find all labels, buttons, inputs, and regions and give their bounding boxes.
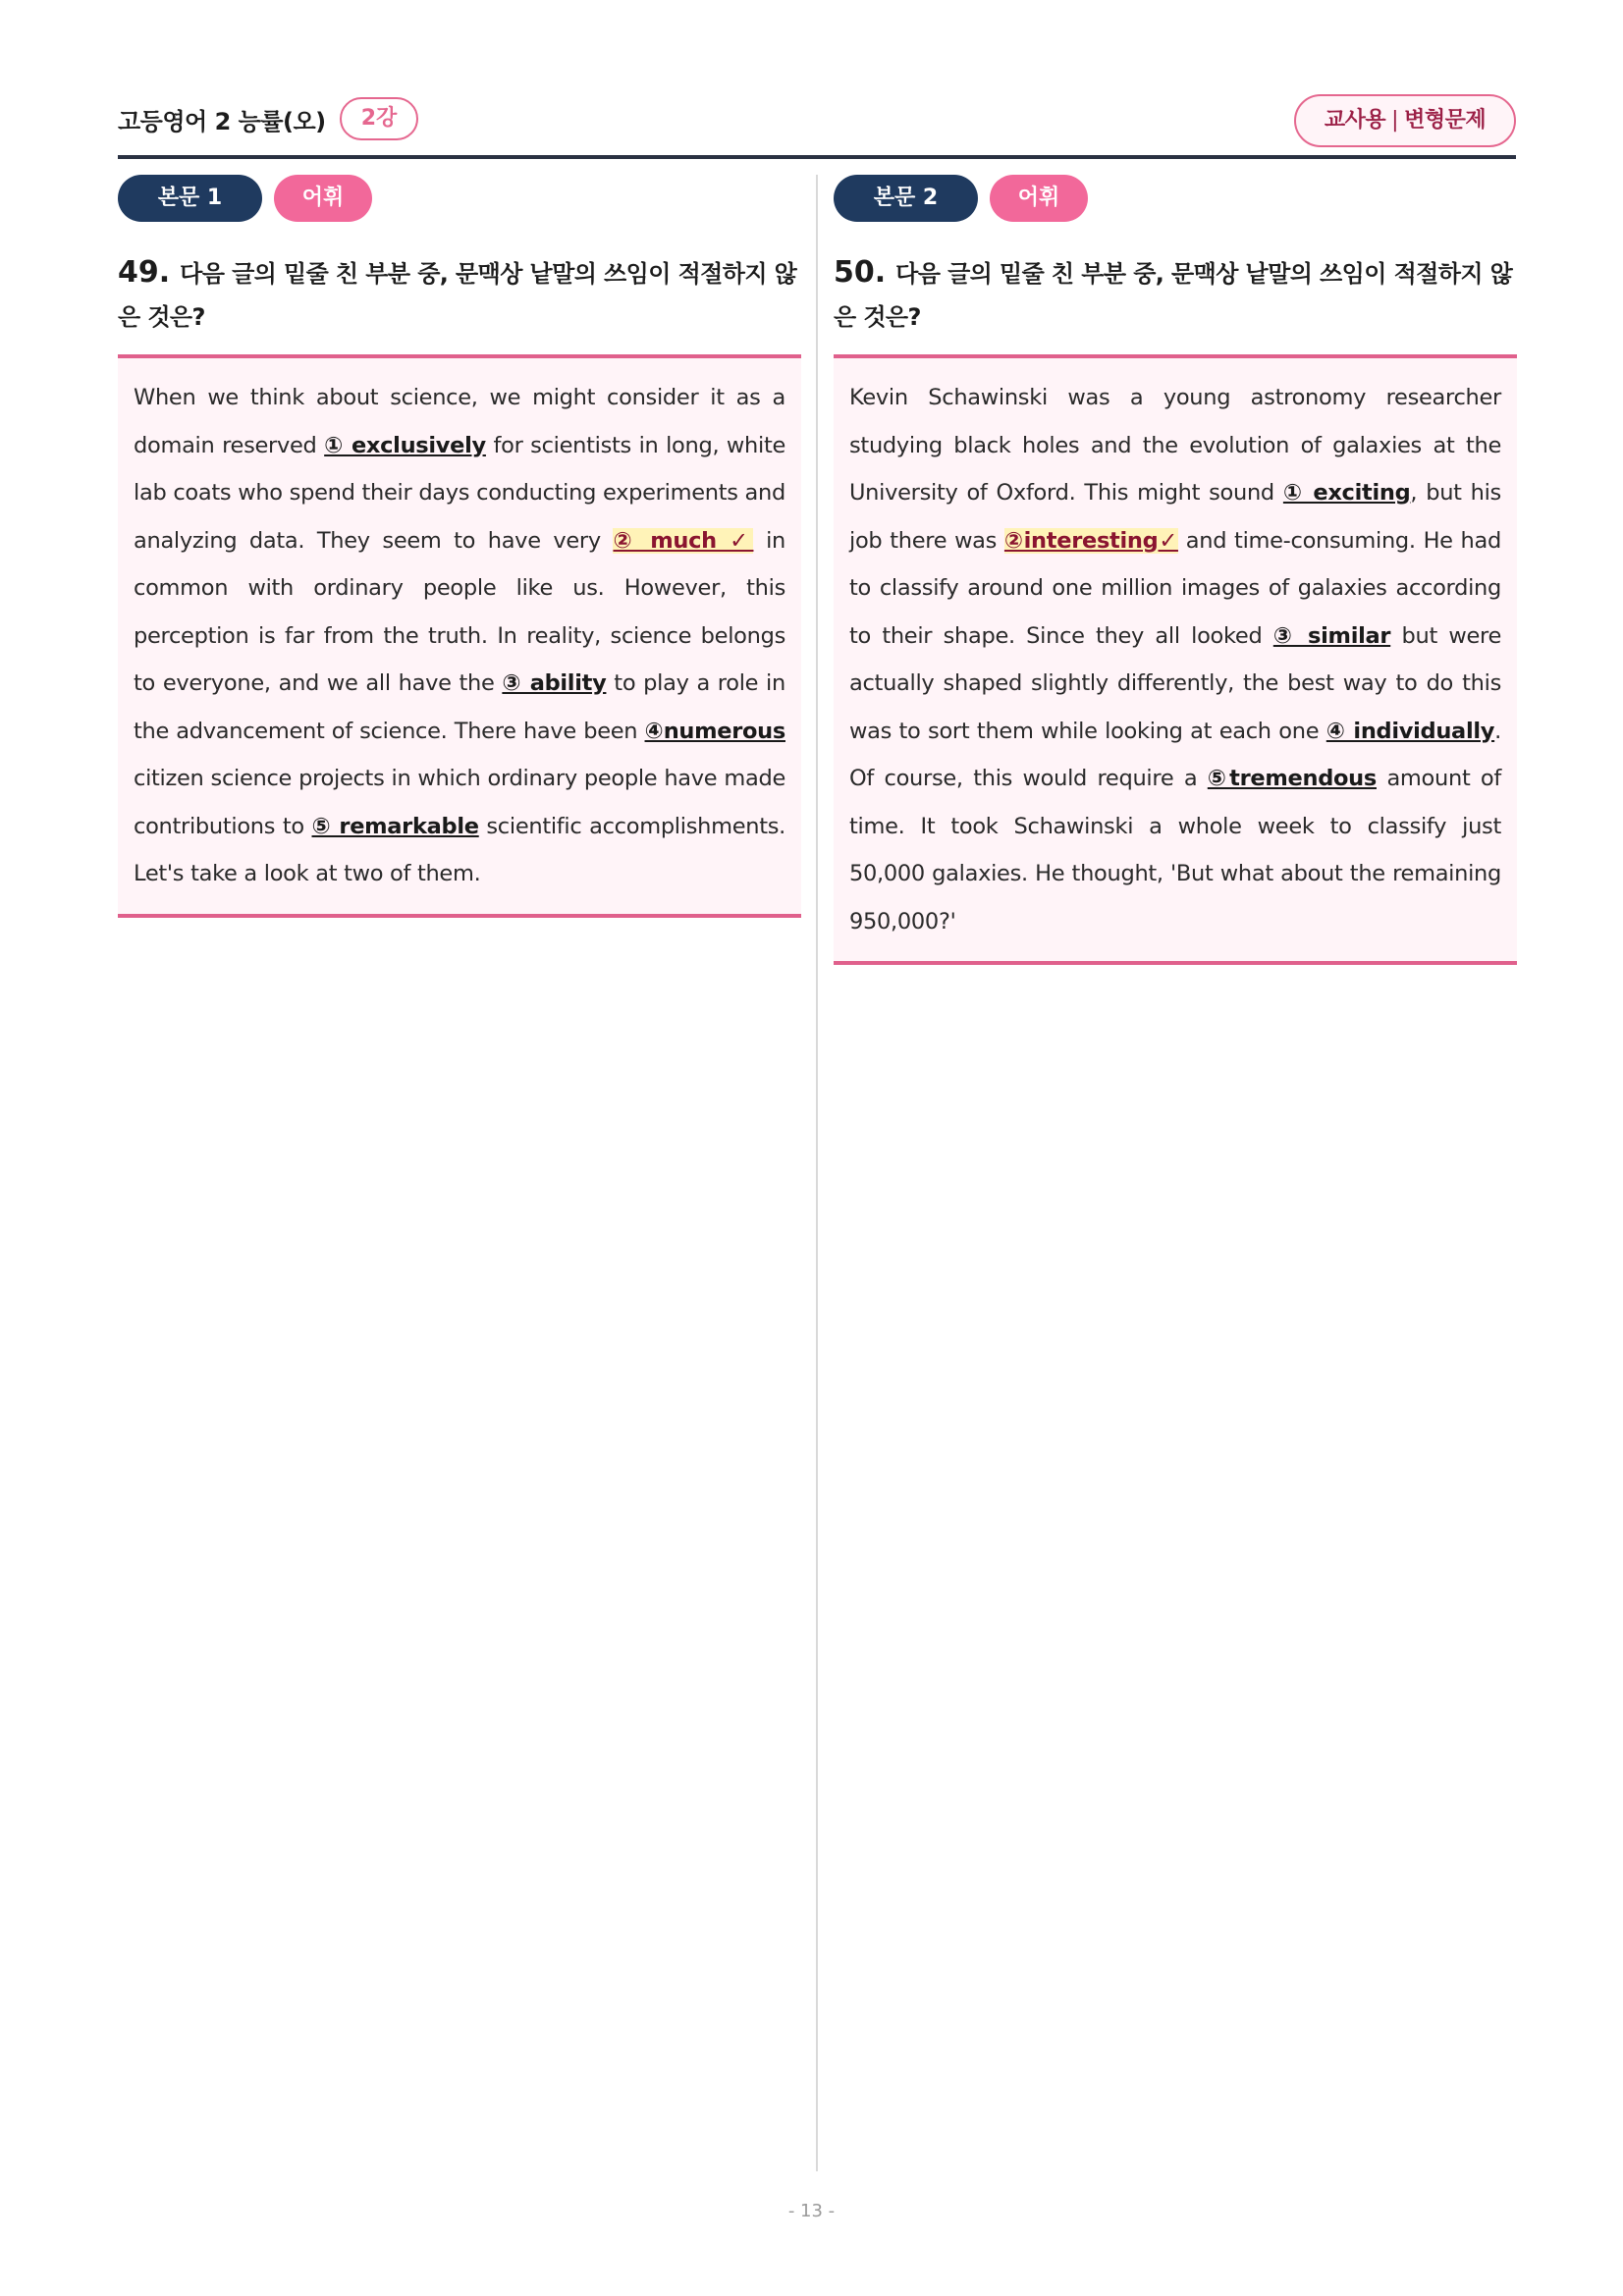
- passage-segment: citizen science projects in which ordinary people have made contributions to: [134, 766, 785, 839]
- underlined-choice-4: ④ individually: [1325, 718, 1495, 744]
- badge-separator: |: [1391, 108, 1399, 133]
- question-text: 다음 글의 밑줄 친 부분 중, 문맥상 낱말의 쓰임이 적절하지 않은 것은?: [118, 260, 797, 331]
- page-header: [118, 94, 1516, 159]
- passage-box: [118, 354, 801, 918]
- passage-segment: . Of course, this would require a: [849, 718, 1501, 791]
- passage-segment: Kevin Schawinski was a young astronomy researcher studying black holes and the evolution of galaxies at the University of Oxford. This might sound: [849, 385, 1501, 506]
- passage-segment: scientific accomplishments. Let's take a look at two of them.: [134, 813, 785, 886]
- underlined-choice-3: ③ ability: [502, 670, 607, 696]
- teacher-badge: [1294, 94, 1516, 147]
- passage-segment: in common with ordinary people like us. However, this perception is far from the truth. In reality, science belongs to everyone, and we all have the: [134, 527, 785, 696]
- passage-segment: When we think about science, we might consider it as a domain reserved: [134, 385, 785, 458]
- question-50-column: [834, 175, 1517, 965]
- question-number: 49.: [118, 255, 171, 290]
- lesson-badge: 2강: [340, 97, 418, 140]
- underlined-choice-5: ⑤tremendous: [1207, 766, 1377, 791]
- question-text: 다음 글의 밑줄 친 부분 중, 문맥상 낱말의 쓰임이 적절하지 않은 것은?: [834, 260, 1513, 331]
- underlined-choice-4: ④numerous: [644, 718, 785, 744]
- question-49-column: [118, 175, 801, 918]
- category-tag: 어휘: [990, 175, 1088, 222]
- passage-text: [134, 374, 785, 898]
- passage-text: [849, 374, 1501, 945]
- passage-segment: , but his job there was: [849, 480, 1501, 554]
- underlined-choice-1: ① exciting: [1282, 480, 1411, 506]
- underlined-choice-3: ③ similar: [1272, 622, 1391, 649]
- underlined-choice-5: ⑤ remarkable: [311, 813, 479, 839]
- passage-box: [834, 354, 1517, 965]
- passage-segment: and time-consuming. He had to classify around one million images of galaxies according to their shape. Since they all looked: [849, 527, 1501, 649]
- underlined-choice-2-answer: ② much ✓: [613, 527, 754, 554]
- underlined-choice-1: ① exclusively: [324, 432, 486, 458]
- category-tag: 어휘: [274, 175, 372, 222]
- tag-row: [118, 175, 801, 222]
- passage-segment: amount of time. It took Schawinski a whole week to classify just 50,000 galaxies. He thought, 'But what about the remaining 950,000?': [849, 766, 1502, 934]
- question-prompt: [834, 251, 1517, 339]
- passage-segment: for scientists in long, white lab coats who spend their days conducting experiments and analyzing data. They seem to have very: [134, 432, 786, 554]
- passage-tag: 본문 1: [118, 175, 262, 222]
- type-label: 변형문제: [1404, 108, 1487, 133]
- question-prompt: [118, 251, 801, 339]
- question-number: 50.: [834, 255, 887, 290]
- passage-segment: but were actually shaped slightly differently, the best way to do this was to sort them while looking at each one: [849, 622, 1501, 744]
- passage-segment: to play a role in the advancement of science. There have been: [134, 670, 785, 744]
- book-title: 고등영어 2 능률(오): [118, 108, 326, 135]
- teacher-label: 교사용: [1324, 108, 1386, 133]
- page-number: - 13 -: [787, 2201, 836, 2221]
- underlined-choice-2-answer: ②interesting✓: [1003, 527, 1178, 554]
- column-divider: [816, 175, 818, 2171]
- tag-row: [834, 175, 1517, 222]
- passage-tag: 본문 2: [834, 175, 978, 222]
